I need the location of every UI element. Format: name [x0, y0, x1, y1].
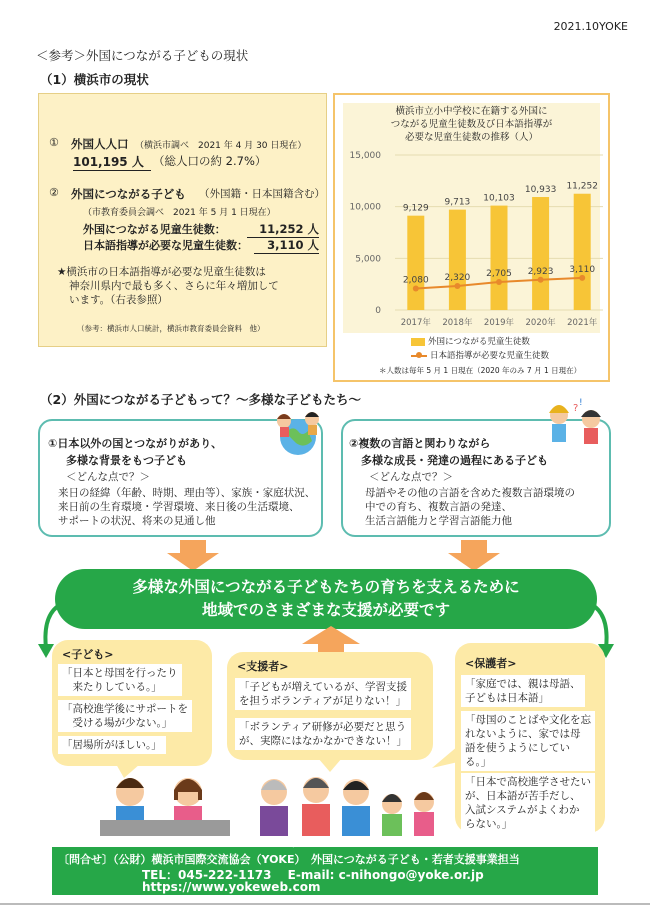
variety1-title1: ①日本以外の国とつながりがあり、: [48, 437, 223, 450]
footer-tel-email[interactable]: TEL：045-222-1173 E-mail: c-nihongo@yoke.or.jp: [142, 868, 484, 882]
children-heading: <子ども>: [62, 648, 114, 661]
contact-footer: [52, 842, 598, 895]
svg-text:?: ?: [573, 403, 579, 414]
line-point: [579, 275, 585, 281]
reference-sources: （参考：横浜市人口統計，横浜市教育委員会資料 他）: [77, 324, 265, 333]
item1-note: （総人口の約 2.7%）: [153, 154, 267, 168]
supporter-quote-1: [235, 678, 411, 710]
section1-heading: （1）横浜市の現状: [40, 72, 149, 87]
bar: [407, 216, 424, 310]
legend-bar-swatch: [411, 338, 425, 346]
y-tick-label: 15,000: [349, 151, 381, 161]
parent-quote-1-line1: 「家庭では、親は母語、: [465, 678, 581, 690]
x-tick-label: 2020年: [525, 318, 556, 328]
parent-quote-3-line4: らない。」: [465, 818, 513, 830]
variety1-line3: サポートの状況、将来の見通し他: [58, 515, 216, 527]
section2-heading: （2）外国につながる子どもって？～多様な子どもたち～: [40, 392, 361, 407]
supporters-heading: <支援者>: [237, 660, 289, 673]
supporters-voices-bubble: [227, 652, 433, 760]
bottom-divider: [0, 903, 650, 905]
variety2-line1: 母語やその他の言語を含めた複数言語環境の: [365, 487, 575, 499]
chart-box: [333, 93, 610, 382]
parent-quote-1-line2: 子どもは日本語」: [465, 692, 549, 704]
bar-value-label: 9,129: [402, 203, 429, 214]
legend-line-swatch: [411, 355, 427, 357]
x-tick-label: 2021年: [567, 318, 598, 328]
issue-date: 2021.10YOKE: [553, 20, 628, 33]
supporter-quote-2-line1: 「ボランティア研修が必要だと思う: [239, 721, 407, 733]
variety1-line2: 来日前の生育環境・学習環境、来日後の生活環境、: [58, 501, 300, 513]
footer-ruby: ヨ ー ク: [276, 842, 299, 849]
line-value-label: 2,923: [527, 266, 554, 277]
variety1-line1: 来日の経緯（年齢、時期、理由等）、家族・家庭状況、: [58, 487, 316, 499]
item2-source: （市教育委員会調べ 2021 年 5 月 1 日現在）: [83, 208, 276, 218]
supporter-quote-2-line2: が、実際にはなかなかできない！」: [239, 735, 407, 747]
child-quote-1-line1: 「日本と母国を行ったり: [62, 667, 178, 679]
parent-quote-3-line1: 「日本で高校進学させたい: [465, 776, 591, 788]
bar: [574, 194, 591, 310]
supporters-group-illustration: [252, 768, 442, 840]
item1-value: 101,195 人: [73, 153, 151, 171]
variety2-title2: 多様な成長・発達の過程にある子ども: [361, 454, 548, 467]
item1-number: ①: [49, 136, 59, 149]
line-point: [496, 279, 502, 285]
foreign-students-label: 外国につながる児童生徒数：: [83, 223, 226, 236]
x-tick-label: 2018年: [442, 318, 473, 328]
japanese-support-value: 3,110 人: [254, 237, 319, 254]
legend-bar-label: 外国につながる児童生徒数: [428, 337, 530, 347]
bar: [449, 210, 466, 310]
y-tick-label: 0: [375, 306, 381, 316]
line-point: [413, 286, 419, 292]
variety1-question: ＜どんな点で？＞: [66, 471, 150, 483]
variety2-title1: ②複数の言語と関わりながら: [349, 437, 491, 450]
star-note-line1: ★横浜市の日本語指導が必要な児童生徒数は: [57, 266, 266, 278]
item2-label: 外国につながる子ども: [71, 187, 186, 201]
yokohama-status-box: [38, 93, 327, 347]
children-voices-bubble: [52, 640, 212, 766]
chart-title-line3: 必要な児童生徒数の推移（人）: [404, 132, 538, 143]
bar: [532, 197, 549, 310]
parents-heading: <保護者>: [465, 657, 517, 670]
supporter-quote-1-line2: を担うボランティアが足りない！」: [239, 695, 407, 707]
bar-value-label: 10,933: [524, 185, 557, 196]
support-banner: [55, 569, 597, 629]
x-tick-label: 2017年: [400, 318, 431, 328]
variety1-title2: 多様な背景をもつ子ども: [66, 454, 187, 467]
down-arrow-right-shaft: [461, 540, 487, 554]
supporter-quote-2: [235, 718, 411, 750]
child-quote-1-line2: 来たりしている。」: [62, 681, 162, 693]
child-quote-3: [58, 736, 166, 754]
legend-line-label: 日本語指導が必要な児童生徒数: [430, 351, 550, 361]
japanese-support-label: 日本語指導が必要な児童生徒数：: [83, 239, 248, 252]
variety2-question: ＜どんな点で？＞: [369, 471, 453, 483]
line-value-label: 2,705: [486, 269, 512, 280]
item2-number: ②: [49, 186, 59, 199]
bar-value-label: 9,713: [444, 197, 471, 208]
parent-quote-3-line3: 入試システムがよくわか: [465, 804, 580, 816]
child-quote-2: [58, 700, 192, 732]
parents-voices-bubble: [455, 643, 605, 833]
globe-children-illustration: [272, 407, 324, 457]
parent-quote-2-line1: 「母国のことばや文化を忘: [465, 714, 591, 726]
footer-website-link[interactable]: https://www.yokeweb.com: [142, 880, 321, 894]
parents-bubble-tail: [432, 746, 458, 768]
bar-value-label: 10,103: [483, 193, 515, 204]
y-tick-label: 10,000: [349, 202, 381, 213]
supporter-quote-1-line1: 「子どもが増えているが、学習支援: [239, 681, 407, 693]
child-quote-1: [58, 664, 182, 696]
footer-contact-line: 〔問合せ〕（公財）横浜市国際交流協会（YOKE） 外国につながる子ども・若者支援事業担当: [58, 853, 520, 866]
child-quote-2-line1: 「高校進学後にサポートを: [62, 703, 188, 715]
variety2-line2: 中での育ち、複数言語の発達、: [365, 501, 512, 513]
parent-quote-2-line4: る。」: [465, 756, 492, 768]
legend-line-entry: [411, 349, 549, 361]
parent-quote-2: [461, 711, 595, 771]
line-value-label: 2,320: [444, 273, 471, 284]
variety2-line3: 生活言語能力と学習言語能力他: [365, 515, 512, 527]
children-at-desk-illustration: [100, 770, 230, 840]
parent-quote-2-line3: 語を使うようにしてい: [465, 742, 570, 754]
parent-quote-3-line2: が、日本語が苦手だし、: [465, 790, 581, 802]
line-point: [538, 277, 544, 283]
star-note-line2: 神奈川県内で最も多く、さらに年々増加して: [69, 280, 279, 292]
star-note-line3: います。（右表参照）: [69, 294, 168, 306]
legend-bar-entry: [411, 335, 530, 347]
item1-label: 外国人人口: [71, 137, 129, 151]
line-point: [454, 283, 460, 289]
chart-title-line1: 横浜市立小中学校に在籍する外国に: [395, 106, 548, 117]
variety-box-background: [38, 419, 323, 537]
banner-line2: 地域でのさまざまな支援が必要です: [201, 601, 450, 619]
parent-quote-1: [461, 675, 585, 707]
x-tick-label: 2019年: [483, 318, 515, 328]
child-quote-3-line1: 「居場所がほしい。」: [62, 739, 162, 751]
item1-source: （横浜市調べ 2021 年 4 月 30 日現在）: [135, 141, 307, 151]
parent-quote-3: [461, 773, 595, 833]
item2-subnote: （外国籍・日本国籍含む）: [199, 188, 325, 200]
chart-title-line2: つながる児童生徒数及び日本語指導が: [390, 119, 553, 130]
bar-value-label: 11,252: [566, 181, 598, 192]
line-value-label: 2,080: [402, 275, 429, 286]
y-tick-label: 5,000: [355, 254, 381, 265]
talking-children-illustration: [543, 397, 609, 449]
bar: [491, 206, 508, 310]
banner-line1: 多様な外国につながる子どもたちの育ちを支えるために: [132, 578, 520, 596]
child-quote-2-line2: 受ける場が少ない。」: [62, 717, 173, 729]
parent-quote-2-line2: れないように、家では母: [465, 728, 581, 740]
chart-note: ＊人数は毎年 5 月 1 日現在（2020 年のみ 7 月 1 日現在）: [379, 366, 582, 375]
svg-text:!: !: [579, 398, 583, 408]
variety-box-background-2: [341, 398, 611, 537]
foreign-students-value: 11,252 人: [247, 221, 319, 238]
down-arrow-left-shaft: [180, 540, 206, 554]
line-value-label: 3,110: [569, 264, 596, 275]
reference-title: ＜参考＞外国につながる子どもの現状: [36, 48, 249, 63]
